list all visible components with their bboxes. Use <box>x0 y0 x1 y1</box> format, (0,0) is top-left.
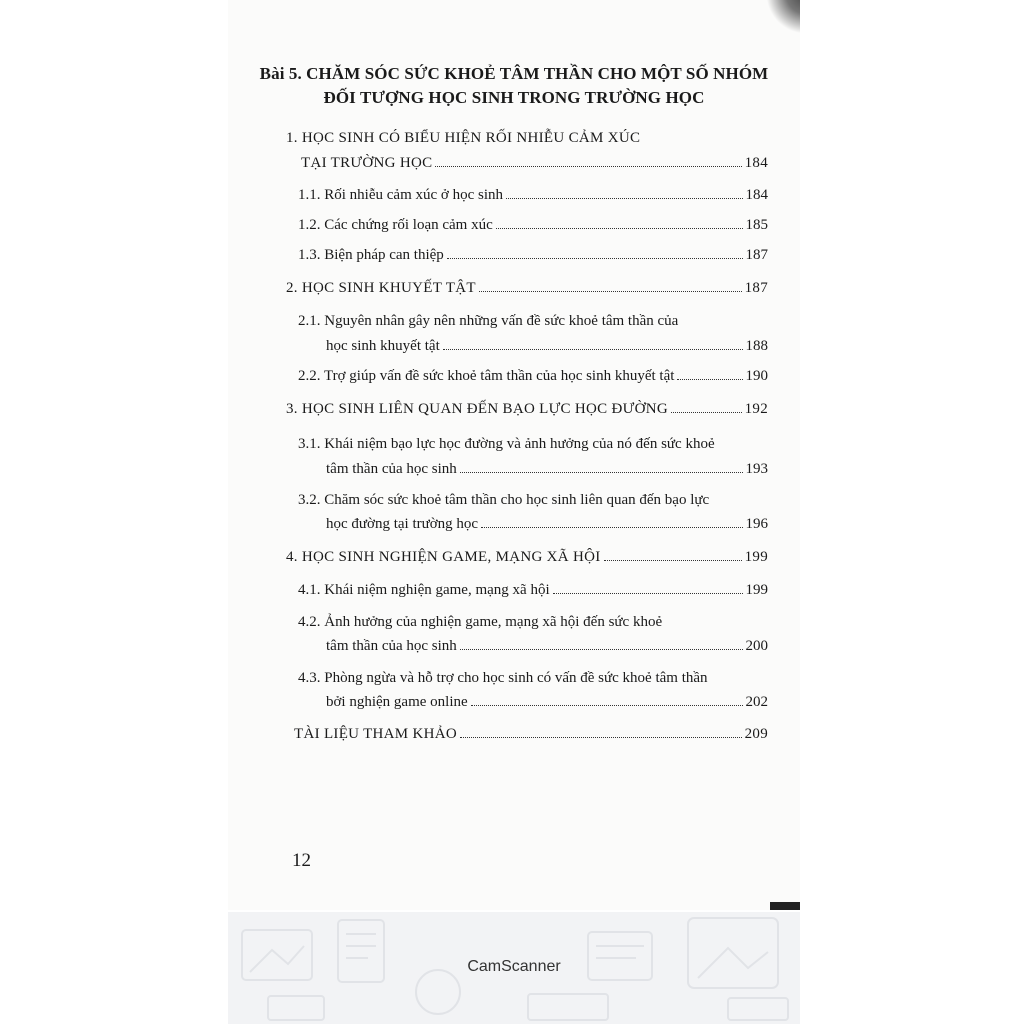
toc-section-3-2-line1: 3.2. Chăm sóc sức khoẻ tâm thần cho học sinh liên quan đến bạo lực <box>298 492 710 508</box>
toc-section-2-1 <box>326 338 768 355</box>
toc-page-number: 184 <box>744 155 768 171</box>
toc-section-1-2 <box>298 217 768 234</box>
toc-entry-text: tâm thần của học sinh <box>326 638 457 654</box>
toc-section-1 <box>301 155 768 172</box>
dot-leader <box>677 369 742 380</box>
dot-leader <box>604 550 742 561</box>
toc-page-number: 199 <box>745 582 768 598</box>
toc-entry-text: TÀI LIỆU THAM KHẢO <box>294 726 458 742</box>
book-page <box>228 0 800 910</box>
toc-entry-text: học đường tại trường học <box>326 516 479 532</box>
toc-entry-text: 2. HỌC SINH KHUYẾT TẬT <box>286 280 476 296</box>
toc-page-number: 196 <box>745 516 768 532</box>
toc-entry-text: học sinh khuyết tật <box>326 338 440 354</box>
toc-references <box>294 726 768 743</box>
toc-section-2-1-line1: 2.1. Nguyên nhân gây nên những vấn đề sức khoẻ tâm thần của <box>298 313 679 329</box>
page-corner-shadow <box>766 0 800 34</box>
toc-section-4-2-line1: 4.2. Ảnh hưởng của nghiện game, mạng xã hội đến sức khoẻ <box>298 614 663 630</box>
dot-leader <box>671 402 742 413</box>
dot-leader <box>460 639 743 650</box>
dot-leader <box>553 583 743 594</box>
chapter-title-line2: ĐỐI TƯỢNG HỌC SINH TRONG TRƯỜNG HỌC <box>323 88 705 107</box>
dot-leader <box>471 695 743 706</box>
toc-entry-text: 1.2. Các chứng rối loạn cảm xúc <box>298 217 493 233</box>
toc-section-3-1 <box>326 461 768 478</box>
toc-section-1-1 <box>298 187 768 204</box>
toc-entry-text: tâm thần của học sinh <box>326 461 457 477</box>
toc-entry-text: 4.1. Khái niệm nghiện game, mạng xã hội <box>298 582 550 598</box>
dot-leader <box>447 248 743 259</box>
dot-leader <box>481 517 742 528</box>
toc-page-number: 200 <box>745 638 768 654</box>
toc-section-3 <box>286 401 768 418</box>
toc-section-1-line1: 1. HỌC SINH CÓ BIỂU HIỆN RỐI NHIỄU CẢM XÚC <box>286 130 641 146</box>
toc-section-2 <box>286 280 768 297</box>
page-number: 12 <box>292 850 311 871</box>
toc-section-1-3 <box>298 247 768 264</box>
camscanner-label: CamScanner <box>467 958 561 975</box>
dot-leader <box>506 188 743 199</box>
toc-section-4-1 <box>298 582 768 599</box>
toc-section-3-1-line1: 3.1. Khái niệm bạo lực học đường và ảnh hưởng của nó đến sức khoẻ <box>298 436 715 452</box>
toc-page-number: 192 <box>744 401 768 417</box>
dot-leader <box>496 218 743 229</box>
page-edge-shadow <box>770 902 800 910</box>
toc-page-number: 190 <box>745 368 768 384</box>
toc-page-number: 202 <box>745 694 768 710</box>
scanner-watermark-bar <box>228 912 800 1024</box>
toc-page-number: 185 <box>745 217 768 233</box>
toc-page-number: 187 <box>745 247 768 263</box>
toc-section-4-3 <box>326 694 768 711</box>
toc-page-number: 193 <box>745 461 768 477</box>
toc-section-4-2 <box>326 638 768 655</box>
toc-section-4-3-line1: 4.3. Phòng ngừa và hỗ trợ cho học sinh có vấn đề sức khoẻ tâm thần <box>298 670 708 686</box>
toc-entry-text: 1.1. Rối nhiễu cảm xúc ở học sinh <box>298 187 503 203</box>
toc-entry-text: 2.2. Trợ giúp vấn đề sức khoẻ tâm thần của học sinh khuyết tật <box>298 368 675 384</box>
toc-page-number: 184 <box>745 187 768 203</box>
toc-page-number: 187 <box>744 280 768 296</box>
toc-page-number: 209 <box>744 726 768 742</box>
toc-section-2-2 <box>298 368 768 385</box>
dot-leader <box>460 462 743 473</box>
toc-entry-text: 4. HỌC SINH NGHIỆN GAME, MẠNG XÃ HỘI <box>286 549 601 565</box>
toc-section-3-2 <box>326 516 768 533</box>
toc-entry-text: 1.3. Biện pháp can thiệp <box>298 247 444 263</box>
toc-page-number: 188 <box>745 338 768 354</box>
dot-leader <box>460 727 742 738</box>
toc-entry-text: bởi nghiện game online <box>326 694 468 710</box>
toc-page-number: 199 <box>744 549 768 565</box>
chapter-title-line1: Bài 5. CHĂM SÓC SỨC KHOẺ TÂM THẦN CHO MỘT SỐ NHÓM <box>259 64 769 83</box>
dot-leader <box>479 281 742 292</box>
dot-leader <box>435 156 741 167</box>
toc-section-4 <box>286 549 768 566</box>
toc-entry-text: 3. HỌC SINH LIÊN QUAN ĐẾN BẠO LỰC HỌC ĐƯỜNG <box>286 401 668 417</box>
toc-entry-text: TẠI TRƯỜNG HỌC <box>301 155 433 171</box>
dot-leader <box>443 339 743 350</box>
